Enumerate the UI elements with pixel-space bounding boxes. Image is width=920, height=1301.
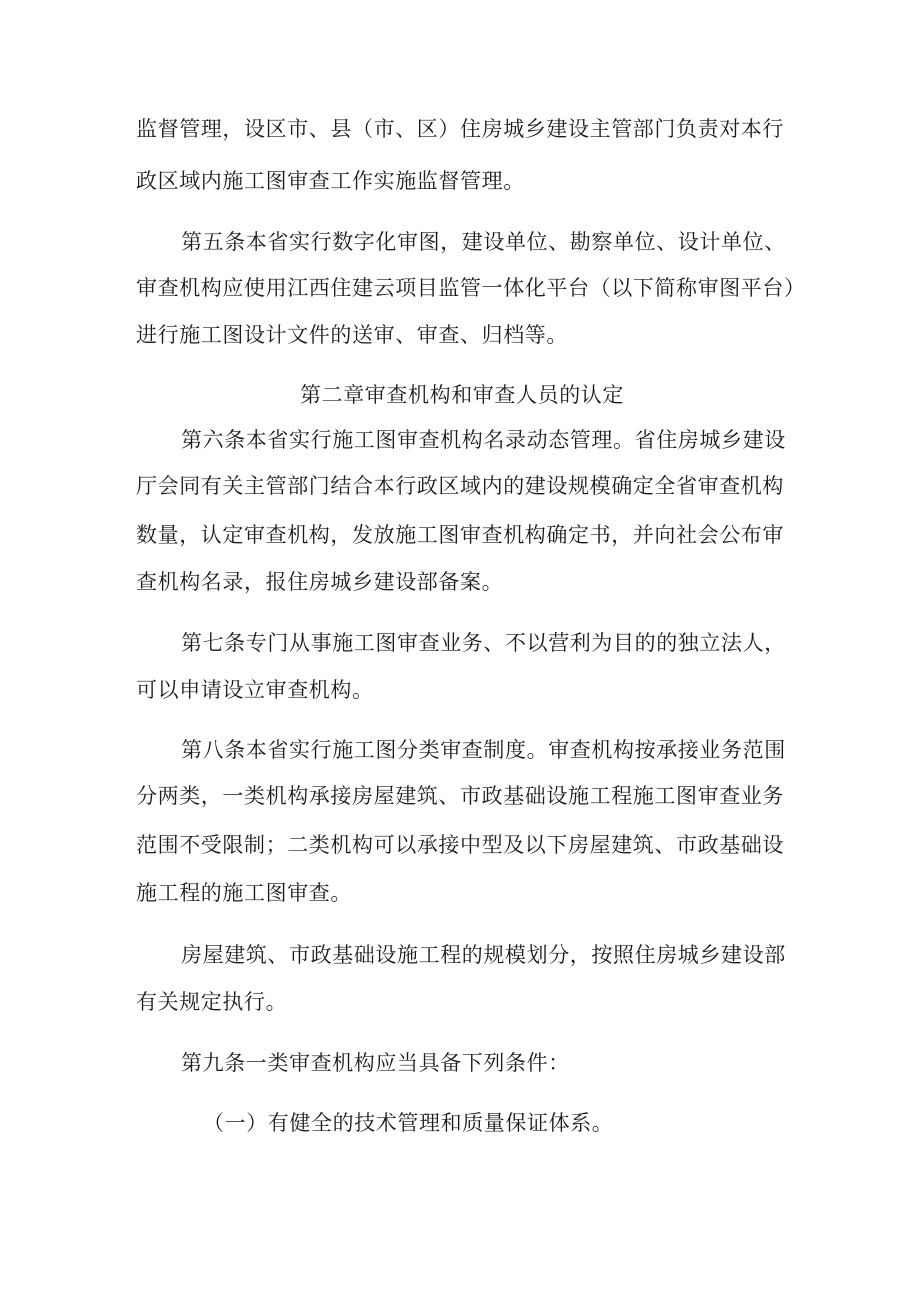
list-item-1: （一）有健全的技术管理和质量保证体系。: [203, 1111, 614, 1135]
article-6-heading-line: 第六条本省实行施工图审查机构名录动态管理。省住房城乡建设: [181, 428, 786, 452]
paragraph-line: 厅会同有关主管部门结合本行政区域内的建设规模确定全省审查机构: [136, 474, 784, 498]
paragraph-line: 数量，认定审查机构，发放施工图审查机构确定书，并向社会公布审: [136, 523, 784, 547]
paragraph-line: 监督管理，设区市、县（市、区）住房城乡建设主管部门负责对本行: [136, 117, 784, 141]
article-5-heading-line: 第五条本省实行数字化审图，建设单位、勘察单位、设计单位、: [181, 230, 786, 254]
paragraph-line: 房屋建筑、市政基础设施工程的规模划分，按照住房城乡建设部: [181, 943, 786, 967]
chapter-title: 第二章审查机构和审查人员的认定: [300, 383, 624, 407]
paragraph-line: 施工程的施工图审查。: [136, 881, 352, 905]
paragraph-line: 分两类，一类机构承接房屋建筑、市政基础设施工程施工图审查业务: [136, 784, 784, 808]
paragraph-line: 可以申请设立审查机构。: [136, 678, 374, 702]
article-8-heading-line: 第八条本省实行施工图分类审查制度。审查机构按承接业务范围: [181, 738, 786, 762]
paragraph-line: 查机构名录，报住房城乡建设部备案。: [136, 570, 504, 594]
article-9-heading-line: 第九条一类审查机构应当具备下列条件：: [181, 1051, 570, 1075]
paragraph-line: 审查机构应使用江西住建云项目监管一体化平台（以下简称审图平台）: [136, 276, 806, 300]
paragraph-line: 范围不受限制；二类机构可以承接中型及以下房屋建筑、市政基础设: [136, 833, 784, 857]
article-7-heading-line: 第七条专门从事施工图审查业务、不以营利为目的的独立法人，: [181, 631, 786, 655]
paragraph-line: 有关规定执行。: [136, 990, 288, 1014]
paragraph-line: 政区域内施工图审查工作实施监督管理。: [136, 169, 525, 193]
paragraph-line: 进行施工图设计文件的送审、审查、归档等。: [136, 323, 568, 347]
